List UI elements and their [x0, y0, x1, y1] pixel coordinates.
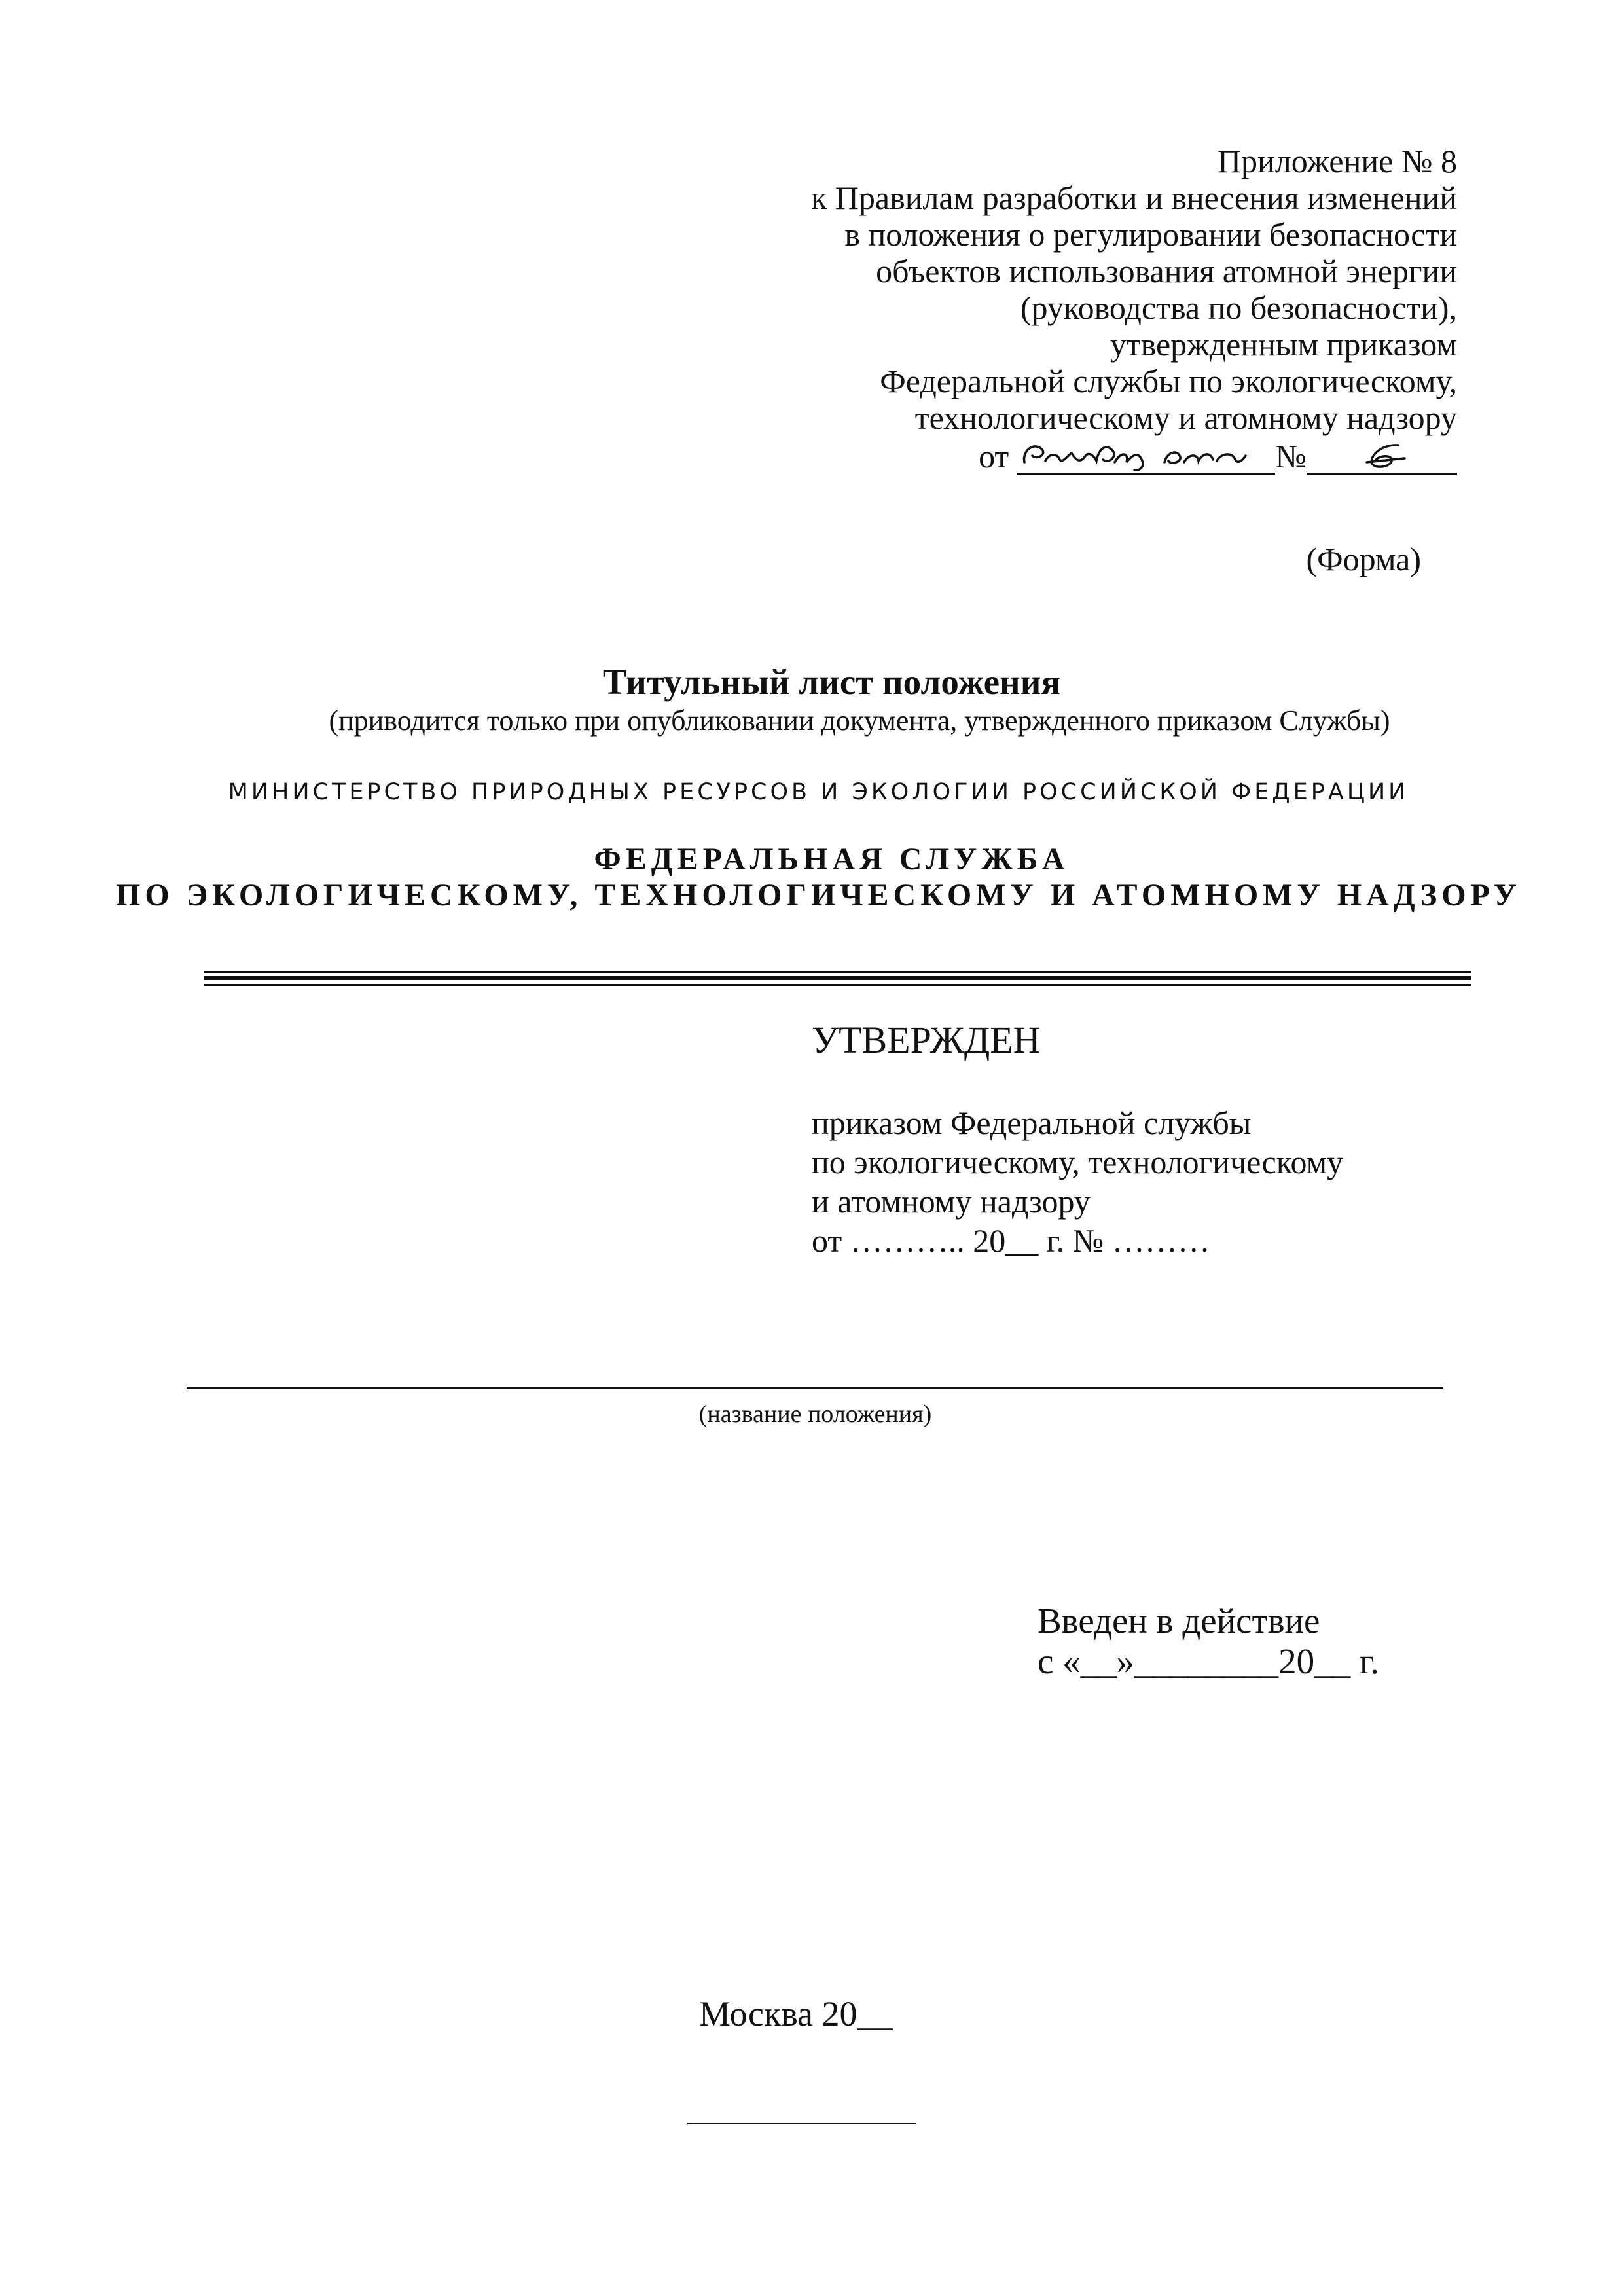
header-divider-thin [204, 984, 1471, 986]
ministry-name: МИНИСТЕРСТВО ПРИРОДНЫХ РЕСУРСОВ И ЭКОЛОГИИ РОССИЙСКОЙ ФЕДЕРАЦИИ [228, 779, 1409, 805]
page-title: Титульный лист положения [602, 662, 1061, 702]
form-label: (Форма) [1306, 541, 1421, 577]
appendix-line: Приложение № 8 [1217, 143, 1457, 179]
appendix-line: утвержденным приказом [1110, 326, 1457, 363]
regulation-name-field [187, 1387, 1443, 1389]
handwritten-number-six [1307, 436, 1457, 473]
effective-date-field: с «__»________20__ г. [1038, 1641, 1380, 1681]
appendix-line: технологическому и атомному надзору [914, 399, 1457, 436]
effective-date-block [1038, 1601, 1379, 1682]
appendix-line: объектов использования атомной энергии [876, 253, 1457, 289]
number-sign: № [1275, 438, 1307, 475]
appendix-line: к Правилам разработки и внесения изменений [811, 179, 1457, 216]
city-year: Москва 20__ [699, 1994, 893, 2033]
regulation-name-caption: (название положения) [698, 1400, 932, 1428]
handwritten-date-signature [1017, 436, 1275, 473]
approved-block [812, 1103, 1343, 1260]
appendix-order-line [979, 436, 1457, 475]
approved-line: по экологическому, технологическому [812, 1144, 1344, 1180]
appendix-line: в положения о регулировании безопасности [844, 216, 1457, 253]
header-divider-thick [204, 976, 1471, 980]
approved-line: и атомному надзору [812, 1183, 1091, 1220]
service-name-line1: ФЕДЕРАЛЬНАЯ СЛУЖБА [594, 842, 1070, 877]
handwritten-number [1307, 436, 1457, 475]
approved-heading: УТВЕРЖДЕН [812, 1019, 1041, 1061]
header-divider-thin [204, 971, 1471, 973]
appendix-block [606, 143, 1457, 475]
service-name-line2: ПО ЭКОЛОГИЧЕСКОМУ, ТЕХНОЛОГИЧЕСКОМУ И АТОМНОМУ НАДЗОРУ [116, 878, 1521, 913]
footer-rule [687, 2123, 916, 2124]
handwritten-date [1017, 436, 1275, 475]
page-subtitle: (приводится только при опубликовании документа, утвержденного приказом Службы) [329, 704, 1390, 737]
approved-line: приказом Федеральной службы [812, 1104, 1252, 1141]
order-prefix: от [979, 438, 1009, 475]
effective-date-label: Введен в действие [1038, 1601, 1320, 1641]
appendix-line: (руководства по безопасности), [1020, 289, 1457, 326]
appendix-line: Федеральной службы по экологическому, [880, 363, 1457, 399]
approved-line: от ……….. 20__ г. № ……… [812, 1222, 1210, 1259]
